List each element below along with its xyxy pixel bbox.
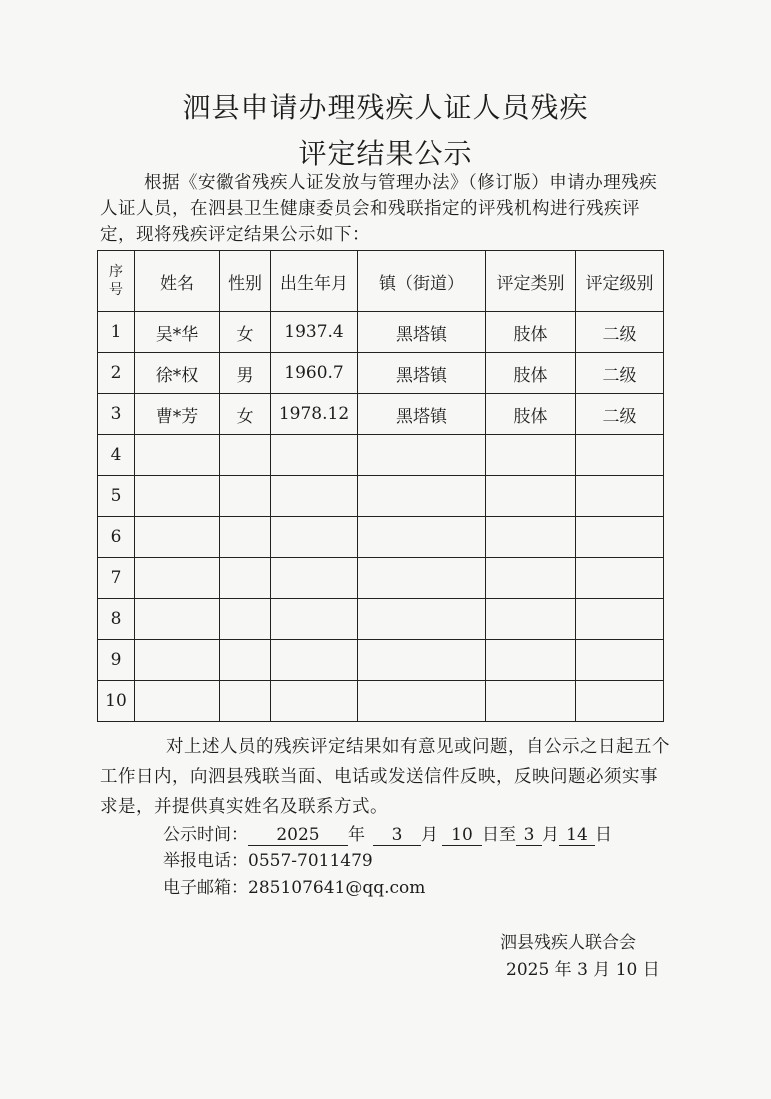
- cell-seq: 9: [98, 640, 135, 681]
- cell-gender: [220, 476, 271, 517]
- day-unit: 日: [595, 825, 612, 845]
- header-seq-label: 序号: [109, 264, 123, 298]
- cell-level: [576, 640, 664, 681]
- table-row: [98, 435, 664, 476]
- email-line: [163, 873, 425, 898]
- cell-birth: 1978.12: [271, 394, 358, 435]
- cell-town: [358, 640, 486, 681]
- end-month: 3: [516, 825, 542, 846]
- month-unit-2: 月: [542, 825, 559, 845]
- to-text: 日至: [482, 825, 516, 845]
- notice-year: 2025: [248, 825, 348, 846]
- header-level: 评定级别: [576, 251, 664, 312]
- cell-category: [486, 517, 576, 558]
- cell-town: [358, 558, 486, 599]
- cell-category: [486, 599, 576, 640]
- cell-level: [576, 476, 664, 517]
- cell-gender: [220, 640, 271, 681]
- table-row: [98, 640, 664, 681]
- cell-gender: [220, 558, 271, 599]
- cell-name: [135, 599, 220, 640]
- assessment-table: [97, 250, 664, 722]
- phone-label: 举报电话：: [163, 851, 248, 871]
- notice-time-label: 公示时间：: [163, 825, 248, 845]
- cell-name: [135, 435, 220, 476]
- table-body: [98, 312, 664, 722]
- start-month: 3: [373, 825, 421, 846]
- footer-paragraph: [100, 732, 675, 822]
- cell-seq: 5: [98, 476, 135, 517]
- cell-name: [135, 476, 220, 517]
- cell-birth: [271, 517, 358, 558]
- cell-birth: 1960.7: [271, 353, 358, 394]
- table-row: [98, 599, 664, 640]
- email-label: 电子邮箱：: [163, 878, 248, 898]
- cell-birth: [271, 681, 358, 722]
- phone-line: [163, 846, 373, 871]
- cell-seq: 1: [98, 312, 135, 353]
- notice-time-line: [163, 820, 612, 846]
- cell-level: 二级: [576, 394, 664, 435]
- cell-seq: 2: [98, 353, 135, 394]
- header-category: 评定类别: [486, 251, 576, 312]
- sign-date: 2025 年 3 月 10 日: [506, 960, 660, 980]
- cell-town: [358, 517, 486, 558]
- cell-seq: 7: [98, 558, 135, 599]
- header-seq: [98, 251, 135, 312]
- header-birth: 出生年月: [271, 251, 358, 312]
- cell-gender: [220, 681, 271, 722]
- table-row: [98, 312, 664, 353]
- cell-town: [358, 476, 486, 517]
- cell-level: 二级: [576, 312, 664, 353]
- cell-category: [486, 558, 576, 599]
- cell-town: [358, 681, 486, 722]
- cell-category: [486, 640, 576, 681]
- cell-category: [486, 681, 576, 722]
- cell-level: [576, 517, 664, 558]
- table-row: [98, 476, 664, 517]
- cell-category: 肢体: [486, 353, 576, 394]
- cell-level: [576, 599, 664, 640]
- cell-birth: [271, 558, 358, 599]
- cell-birth: [271, 476, 358, 517]
- header-town: 镇（街道）: [358, 251, 486, 312]
- end-day: 14: [559, 825, 595, 846]
- table-header-row: [98, 251, 664, 312]
- cell-seq: 6: [98, 517, 135, 558]
- cell-level: [576, 435, 664, 476]
- cell-seq: 4: [98, 435, 135, 476]
- phone-number: 0557-7011479: [248, 851, 373, 871]
- intro-paragraph: [100, 170, 675, 248]
- footer-text: 对上述人员的残疾评定结果如有意见或问题，自公示之日起五个工作日内，向泗县残联当面、电话或发送信件反映，反映问题必须实事求是，并提供真实姓名及联系方式。: [100, 737, 670, 817]
- notice-subtitle: 评定结果公示: [298, 137, 473, 170]
- cell-gender: 男: [220, 353, 271, 394]
- cell-birth: 1937.4: [271, 312, 358, 353]
- cell-town: 黑塔镇: [358, 353, 486, 394]
- notice-title: 泗县申请办理残疾人证人员残疾: [182, 91, 589, 124]
- cell-seq: 8: [98, 599, 135, 640]
- cell-name: [135, 640, 220, 681]
- cell-category: [486, 476, 576, 517]
- cell-gender: [220, 599, 271, 640]
- start-day: 10: [442, 825, 482, 846]
- cell-category: [486, 435, 576, 476]
- intro-text: 根据《安徽省残疾人证发放与管理办法》（修订版）申请办理残疾人证人员，在泗县卫生健康委员会和残联指定的评残机构进行残疾评定，现将残疾评定结果公示如下：: [100, 173, 658, 245]
- cell-birth: [271, 640, 358, 681]
- cell-town: [358, 599, 486, 640]
- cell-name: 曹*芳: [135, 394, 220, 435]
- organization-name: 泗县残疾人联合会: [500, 933, 636, 953]
- cell-seq: 3: [98, 394, 135, 435]
- cell-level: [576, 681, 664, 722]
- table-row: [98, 558, 664, 599]
- table-row: [98, 353, 664, 394]
- cell-category: 肢体: [486, 312, 576, 353]
- email-address: 285107641@qq.com: [248, 878, 426, 898]
- table-row: [98, 681, 664, 722]
- cell-gender: 女: [220, 312, 271, 353]
- cell-town: [358, 435, 486, 476]
- cell-name: 徐*权: [135, 353, 220, 394]
- table-row: [98, 394, 664, 435]
- table-row: [98, 517, 664, 558]
- cell-gender: [220, 517, 271, 558]
- cell-birth: [271, 435, 358, 476]
- cell-town: 黑塔镇: [358, 312, 486, 353]
- header-gender: 性别: [220, 251, 271, 312]
- cell-seq: 10: [98, 681, 135, 722]
- cell-gender: 女: [220, 394, 271, 435]
- cell-town: 黑塔镇: [358, 394, 486, 435]
- cell-gender: [220, 435, 271, 476]
- cell-level: [576, 558, 664, 599]
- cell-name: [135, 681, 220, 722]
- cell-name: [135, 558, 220, 599]
- cell-birth: [271, 599, 358, 640]
- cell-name: [135, 517, 220, 558]
- month-unit-1: 月: [421, 825, 438, 845]
- cell-level: 二级: [576, 353, 664, 394]
- header-name: 姓名: [135, 251, 220, 312]
- cell-name: 吴*华: [135, 312, 220, 353]
- year-unit: 年: [348, 825, 365, 845]
- cell-category: 肢体: [486, 394, 576, 435]
